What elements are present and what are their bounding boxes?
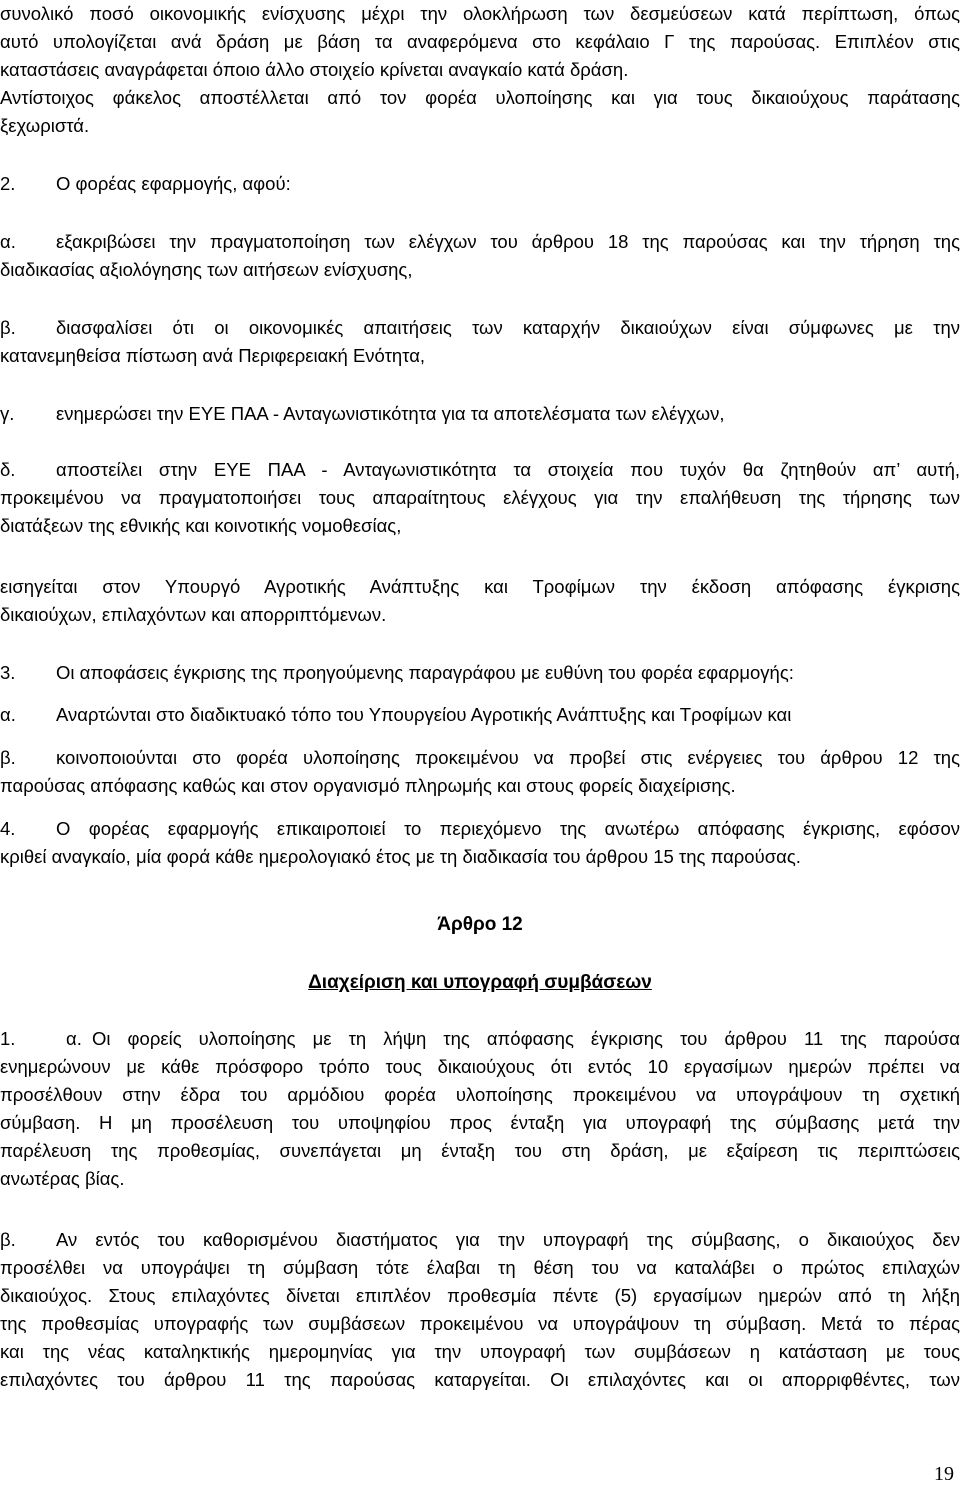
section-3-heading bbox=[0, 659, 960, 687]
item-c bbox=[0, 400, 960, 428]
article-p1b-line: της προθεσμίας υπογραφής των συμβάσεων προκειμένου να υπογράψουν τη σύμβαση. Μετά το πέρας bbox=[0, 1313, 960, 1334]
article-p1b-marker: β. bbox=[0, 1229, 16, 1250]
article-p1-line: ενημερώνουν με κάθε πρόσφορο τρόπο τους δικαιούχους ότι εντός 10 εργασίμων ημερών πρέπει να bbox=[0, 1056, 960, 1077]
item-b-line: κατανεμηθείσα πίστωση ανά Περιφερειακή Ενότητα, bbox=[0, 345, 426, 366]
section-3-number: 3. bbox=[0, 662, 16, 683]
article-p1-line: προσέλθουν στην έδρα του αρμόδιου φορέα υλοποίησης προκειμένου να υπογράψουν τη σχετική bbox=[0, 1084, 960, 1105]
section-2-heading bbox=[0, 170, 960, 198]
article-p1b-line: Αν εντός του καθορισμένου διαστήματος για την υπογραφή της σύμβασης, ο δικαιούχος δεν bbox=[56, 1229, 960, 1250]
article-p1-line: παρέλευση της προθεσμίας, συνεπάγεται μη ένταξη του στη δράση, με εξαίρεση τις περιπτώσεις bbox=[0, 1140, 960, 1161]
article-p1b-line: επιλαχόντες του άρθρου 11 της παρούσας καταργείται. Οι επιλαχόντες και οι απορριφθέντες, των bbox=[0, 1369, 960, 1390]
intro-paragraph bbox=[0, 0, 960, 140]
item-b-line: διασφαλίσει ότι οι οικονομικές απαιτήσεις των καταρχήν δικαιούχων είναι σύμφωνες με την bbox=[56, 317, 960, 338]
section-2-text: Ο φορέας εφαρμογής, αφού: bbox=[56, 173, 291, 194]
intro-line: συνολικό ποσό οικονομικής ενίσχυσης μέχρι την ολοκλήρωση των δεσμεύσεων κατά περίπτωση, όπως bbox=[0, 3, 960, 24]
item-a bbox=[0, 228, 960, 284]
proposal-paragraph bbox=[0, 573, 960, 629]
article-title-text: Διαχείριση και υπογραφή συμβάσεων bbox=[308, 972, 652, 993]
section-3-item-b-marker: β. bbox=[0, 747, 16, 768]
proposal-line: δικαιούχων, επιλαχόντων και απορριπτόμενων. bbox=[0, 604, 387, 625]
section-3-item-b bbox=[0, 744, 960, 800]
section-3-text: Οι αποφάσεις έγκρισης της προηγούμενης παραγράφου με ευθύνη του φορέα εφαρμογής: bbox=[56, 662, 794, 683]
article-p1-marker: α. bbox=[66, 1028, 82, 1049]
intro-line: ξεχωριστά. bbox=[0, 115, 90, 136]
article-title bbox=[0, 969, 960, 997]
article-paragraph-1a bbox=[0, 1025, 960, 1193]
item-a-line: διαδικασίας αξιολόγησης των αιτήσεων ενίσχυσης, bbox=[0, 259, 413, 280]
section-4-line: Ο φορέας εφαρμογής επικαιροποιεί το περιεχόμενο της ανωτέρω απόφασης έγκρισης, εφόσον bbox=[56, 818, 960, 839]
item-b-marker: β. bbox=[0, 317, 16, 338]
section-3-item-a-text: Αναρτώνται στο διαδικτυακό τόπο του Υπουργείου Αγροτικής Ανάπτυξης και Τροφίμων και bbox=[56, 704, 792, 725]
item-c-text: ενημερώσει την ΕΥΕ ΠΑΑ - Ανταγωνιστικότητα για τα αποτελέσματα των ελέγχων, bbox=[56, 403, 725, 424]
item-b bbox=[0, 314, 960, 370]
article-number-text: Άρθρο 12 bbox=[437, 914, 523, 935]
section-3-item-b-line: παρούσας απόφασης καθώς και στον οργανισμό πληρωμής και στους φορείς διαχείρισης. bbox=[0, 775, 736, 796]
article-p1-line: Οι φορείς υλοποίησης με τη λήψη της απόφασης έγκρισης του άρθρου 11 της παρούσα bbox=[92, 1028, 960, 1049]
article-p1-line: σύμβαση. Η μη προσέλευση του υποψηφίου προς ένταξη για υπογραφή της σύμβασης μετά την bbox=[0, 1112, 960, 1133]
item-d-line: αποστείλει στην ΕΥΕ ΠΑΑ - Ανταγωνιστικότητα τα στοιχεία που τυχόν θα ζητηθούν απ’ αυτή, bbox=[56, 459, 960, 480]
section-4-line: κριθεί αναγκαίο, μία φορά κάθε ημερολογιακό έτος με τη διαδικασία του άρθρου 15 της παρούσας. bbox=[0, 846, 801, 867]
proposal-line: εισηγείται στον Υπουργό Αγροτικής Ανάπτυξης και Τροφίμων την έκδοση απόφασης έγκρισης bbox=[0, 576, 960, 597]
intro-line: αυτό υπολογίζεται ανά δράση με βάση τα αναφερόμενα στο κεφάλαιο Γ της παρούσας. Επιπλέον στις bbox=[0, 31, 960, 52]
article-p1b-line: προσέλθει να υπογράψει τη σύμβαση τότε έλαβαι τη θέση του να καταλάβει ο πρώτος επιλαχών bbox=[0, 1257, 960, 1278]
item-c-marker: γ. bbox=[0, 403, 15, 424]
section-3-item-a bbox=[0, 701, 960, 729]
article-paragraph-1b bbox=[0, 1226, 960, 1394]
section-3-item-b-line: κοινοποιούνται στο φορέα υλοποίησης προκειμένου να προβεί στις ενέργειες του άρθρου 12 της bbox=[56, 747, 960, 768]
item-a-line: εξακριβώσει την πραγματοποίηση των ελέγχων του άρθρου 18 της παρούσας και την τήρηση της bbox=[56, 231, 960, 252]
article-p1-line: ανωτέρας βίας. bbox=[0, 1168, 125, 1189]
item-d-line: προκειμένου να πραγματοποιήσει τους απαραίτητους ελέγχους για την επαλήθευση της τήρησης των bbox=[0, 487, 960, 508]
article-p1b-line: και της νέας καταληκτικής ημερομηνίας για την υπογραφή των συμβάσεων η κατάσταση με τους bbox=[0, 1341, 960, 1362]
intro-line: καταστάσεις αναγράφεται όποιο άλλο στοιχείο κρίνεται αναγκαίο κατά δράση. bbox=[0, 59, 629, 80]
item-d-marker: δ. bbox=[0, 459, 16, 480]
item-d-line: διατάξεων της εθνικής και κοινοτικής νομοθεσίας, bbox=[0, 515, 402, 536]
section-2-number: 2. bbox=[0, 173, 16, 194]
article-p1b-line: δικαιούχος. Στους επιλαχόντες δίνεται επιπλέον προθεσμία πέντε (5) εργασίμων ημερών από τη λήξη bbox=[0, 1285, 960, 1306]
section-4-number: 4. bbox=[0, 818, 16, 839]
article-number bbox=[0, 911, 960, 939]
article-p1-number: 1. bbox=[0, 1028, 16, 1049]
page-number: 19 bbox=[934, 1463, 954, 1485]
item-d bbox=[0, 456, 960, 540]
intro-line: Αντίστοιχος φάκελος αποστέλλεται από τον φορέα υλοποίησης και για τους δικαιούχους παράτασης bbox=[0, 87, 960, 108]
section-4 bbox=[0, 815, 960, 871]
section-3-item-a-marker: α. bbox=[0, 704, 16, 725]
item-a-marker: α. bbox=[0, 231, 16, 252]
